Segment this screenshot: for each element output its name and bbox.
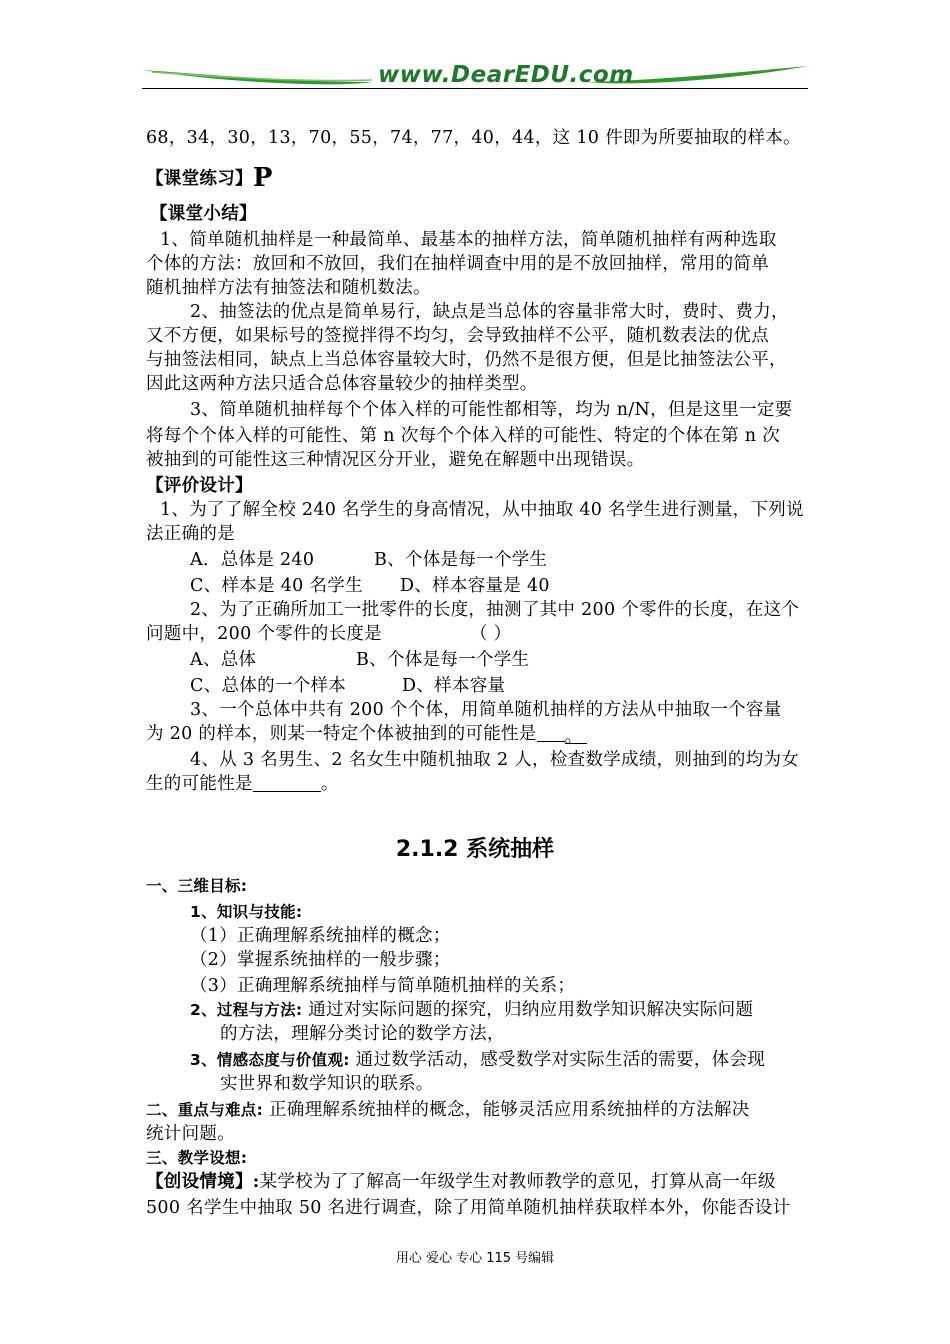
summary-3-line-3: 被抽到的可能性这三种情况区分开业，避免在解题中出现错误。 [146,450,645,470]
question-2-option-d: D、样本容量 [402,676,506,696]
goal-1-item-1: （1）正确理解系统抽样的概念； [190,926,451,946]
key-points-text: 正确理解系统抽样的概念，能够灵活应用系统抽样的方法解决 [263,1100,750,1120]
goal-2-line-1 [190,998,753,1022]
header-rule [142,88,808,89]
question-2-option-a: A、总体 [190,650,257,670]
scene-text: 某学校为了了解高一年级学生对教师教学的意见，打算从高一年级 [259,1172,776,1192]
question-2-option-c: C、总体的一个样本 [190,676,347,696]
question-2-line-2: 问题中，200 个零件的长度是 [146,624,382,644]
question-1-line-2: 法正确的是 [146,524,235,544]
question-4-period: 。 [320,774,339,794]
goal-3-text: 通过数学活动，感受数学对实际生活的需要，体会现 [349,1050,766,1070]
question-1-option-a: A．总体是 240 [190,550,315,570]
practice-label: 【课堂练习】 [146,169,253,189]
question-4-line-1: 4、从 3 名男生、2 名女生中随机抽取 2 人，检查数学成绩，则抽到的均为女 [190,750,800,770]
practice-heading [146,163,273,193]
question-3-text: 为 20 的样本，则某一特定个体被抽到的可能性是 [146,724,537,744]
scene-line-1 [146,1170,776,1194]
question-4-blank[interactable] [253,773,321,792]
summary-1-line-3: 随机抽样方法有抽签法和随机数法。 [146,278,431,298]
question-2-option-b: B、个体是每一个学生 [356,650,530,670]
key-points-line-1 [146,1098,750,1122]
question-2-line-1: 2、为了正确所加工一批零件的长度，抽测了其中 200 个零件的长度，在这个 [190,600,800,620]
summary-2-line-3: 与抽签法相同，缺点上当总体容量较大时，仍然不是很方便，但是比抽签法公平， [146,350,787,370]
question-1-option-b: B、个体是每一个学生 [374,550,548,570]
practice-p-mark: P [252,163,273,193]
goal-2-text: 通过对实际问题的探究，归纳应用数学知识解决实际问题 [302,1000,754,1020]
question-3-period: 。 [565,725,587,744]
question-1-line-1: 1、为了了解全校 240 名学生的身高情况，从中抽取 40 名学生进行测量，下列说 [160,500,804,520]
goal-3-heading: 3、情感态度与价值观: [190,1051,350,1069]
goal-2-heading: 2、过程与方法: [190,1001,303,1019]
summary-3-line-1: 3、简单随机抽样每个个体入样的可能性都相等，均为 n/N，但是这里一定要 [190,400,793,420]
question-3-line-1: 3、一个总体中共有 200 个个体，用简单随机抽样的方法从中抽取一个容量 [190,700,782,720]
goal-1-heading: 1、知识与技能: [190,903,303,921]
section-title: 2.1.2 系统抽样 [395,837,555,862]
summary-heading: 【课堂小结】 [150,204,257,224]
site-logo-text[interactable]: www.DearEDU.com [378,62,634,88]
design-heading: 三、教学设想: [146,1149,248,1167]
summary-2-line-4: 因此这两种方法只适合总体容量较少的抽样类型。 [146,374,538,394]
key-points-heading: 二、重点与难点: [146,1101,264,1119]
question-1-option-c: C、样本是 40 名学生 [190,576,363,596]
summary-1-line-1: 1、简单随机抽样是一种最简单、最基本的抽样方法，简单随机抽样有两种选取 [160,230,777,250]
goal-1-item-2: （2）掌握系统抽样的一般步骤； [190,950,451,970]
page-footer: 用心 爱心 专心 115 号编辑 [395,1251,555,1266]
summary-1-line-2: 个体的方法：放回和不放回，我们在抽样调查中用的是不放回抽样，常用的简单 [146,254,769,274]
summary-3-line-2: 将每个个体入样的可能性、第 n 次每个个体入样的可能性、特定的个体在第 n 次 [146,426,780,446]
question-3-blank[interactable] [537,723,565,742]
evaluation-heading: 【评价设计】 [146,476,253,496]
goal-3-line-1 [190,1048,765,1072]
question-2-answer-paren: （ ） [470,624,512,644]
goals-heading: 一、三维目标: [146,877,248,895]
question-3-line-2 [146,722,587,746]
goal-2-line-2: 的方法，理解分类讨论的数学方法， [220,1024,505,1044]
sample-numbers-line: 68，34，30，13，70，55，74，77，40，44，这 10 件即为所要抽取的样本。 [146,128,801,148]
goal-3-line-2: 实世界和数学知识的联系。 [220,1074,434,1094]
summary-2-line-2: 又不方便，如果标号的签搅拌得不均匀，会导致抽样不公平，随机数表法的优点 [146,326,769,346]
scene-heading: 【创设情境】: [146,1172,260,1192]
question-1-option-d: D、样本容量是 40 [400,576,550,596]
question-4-text: 生的可能性是 [146,774,253,794]
key-points-line-2: 统计问题。 [146,1124,235,1144]
goal-1-item-3: （3）正确理解系统抽样与简单随机抽样的关系； [190,976,576,996]
summary-2-line-1: 2、抽签法的优点是简单易行，缺点是当总体的容量非常大时，费时、费力， [190,302,789,322]
question-4-line-2 [146,772,339,796]
scene-line-2: 500 名学生中抽取 50 名进行调查，除了用简单随机抽样获取样本外，你能否设计 [146,1198,791,1218]
